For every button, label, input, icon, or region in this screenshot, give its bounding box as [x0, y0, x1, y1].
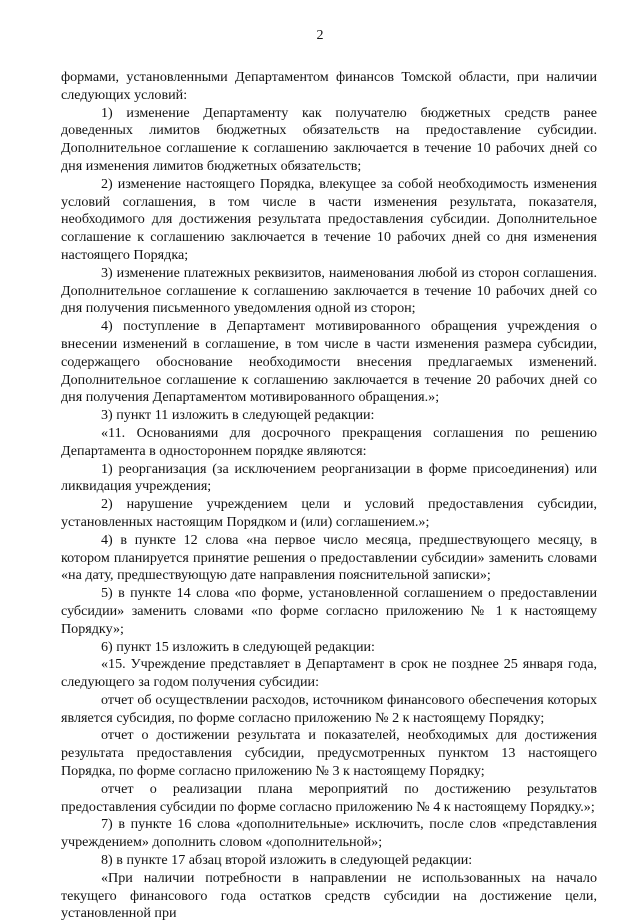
paragraph-clause-17-text: «При наличии потребности в направлении не использованных на начало текущего финансового года остатков средств субсидии на достижение цели, установленной при	[61, 869, 597, 922]
page-number: 2	[316, 28, 324, 43]
document-body	[61, 69, 597, 923]
paragraph-item-3: 3) изменение платежных реквизитов, наименования любой из сторон соглашения. Дополнительное соглашение к соглашению заключается в течение 10 рабочих дней со дня получения письменного уведомления одной из сторон;	[61, 264, 597, 317]
paragraph-report-expenses: отчет об осуществлении расходов, источником финансового обеспечения которых является субсидия, по форме согласно приложению № 2 к настоящему Порядку;	[61, 691, 597, 726]
paragraph-item-1: 1) изменение Департаменту как получателю бюджетных средств ранее доведенных лимитов бюджетных обязательств на предоставление субсидии. Дополнительное соглашение к соглашению заключается в течение 10 рабочих дней со дня изменения лимитов бюджетных обязательств;	[61, 104, 597, 174]
paragraph-amendment-6: 6) пункт 15 изложить в следующей редакции:	[101, 638, 375, 655]
paragraph-amendment-3: 3) пункт 11 изложить в следующей редакции:	[101, 407, 375, 424]
paragraph-amendment-5: 5) в пункте 14 слова «по форме, установленной соглашением о предоставлении субсидии» заменить словами «по форме согласно приложению № 1 к настоящему Порядку»;	[61, 585, 597, 637]
paragraph-clause-15: «15. Учреждение представляет в Департамент в срок не позднее 25 января года, следующего за годом получения субсидии:	[61, 656, 597, 691]
paragraph-item-4: 4) поступление в Департамент мотивированного обращения учреждения о внесении изменений в соглашение, в том числе в части изменения размера субсидии, содержащего обоснование необходимости внесения предлагаемых изменений. Дополнительное соглашение к соглашению заключается в течение 20 рабочих дней со дня получения Департаментом мотивированного обращения.»;	[61, 318, 597, 406]
paragraph-continuation: формами, установленными Департаментом финансов Томской области, при наличии следующих условий:	[61, 69, 597, 103]
paragraph-amendment-4: 4) в пункте 12 слова «на первое число месяца, предшествующего месяцу, в котором планируется принятие решения о предоставлении субсидии» заменить словами «на дату, предшествующую дате направления пояснительной записки»;	[61, 531, 597, 584]
paragraph-clause-11-item-2: 2) нарушение учреждением цели и условий предоставления субсидии, установленных настоящим Порядком и (или) соглашением.»;	[61, 496, 597, 530]
paragraph-report-plan: отчет о реализации плана мероприятий по достижению результатов предоставления субсидии по форме согласно приложению № 4 к настоящему Порядку.»;	[61, 780, 597, 815]
paragraph-report-results: отчет о достижении результата и показателей, необходимых для достижения результата предоставления субсидии, предусмотренных пунктом 13 настоящего Порядка, по форме согласно приложению № 3 к настоящему Порядку;	[61, 727, 597, 780]
paragraph-amendment-8: 8) в пункте 17 абзац второй изложить в следующей редакции:	[101, 852, 473, 869]
paragraph-clause-11: «11. Основаниями для досрочного прекращения соглашения по решению Департамента в одностороннем порядке являются:	[61, 424, 597, 459]
paragraph-item-2: 2) изменение настоящего Порядка, влекущее за собой необходимость изменения условий соглашения, в том числе в части изменения результата, показателя, необходимого для достижения результата предоставления субсидии. Дополнительное соглашение к соглашению заключается в течение 10 рабочих дней со дня изменения настоящего Порядка;	[61, 175, 597, 263]
paragraph-amendment-7: 7) в пункте 16 слова «дополнительные» исключить, после слов «представления учреждением» дополнить словом «дополнительной»;	[61, 816, 597, 851]
paragraph-clause-11-item-1: 1) реорганизация (за исключением реорганизации в форме присоединения) или ликвидация учреждения;	[61, 460, 597, 495]
